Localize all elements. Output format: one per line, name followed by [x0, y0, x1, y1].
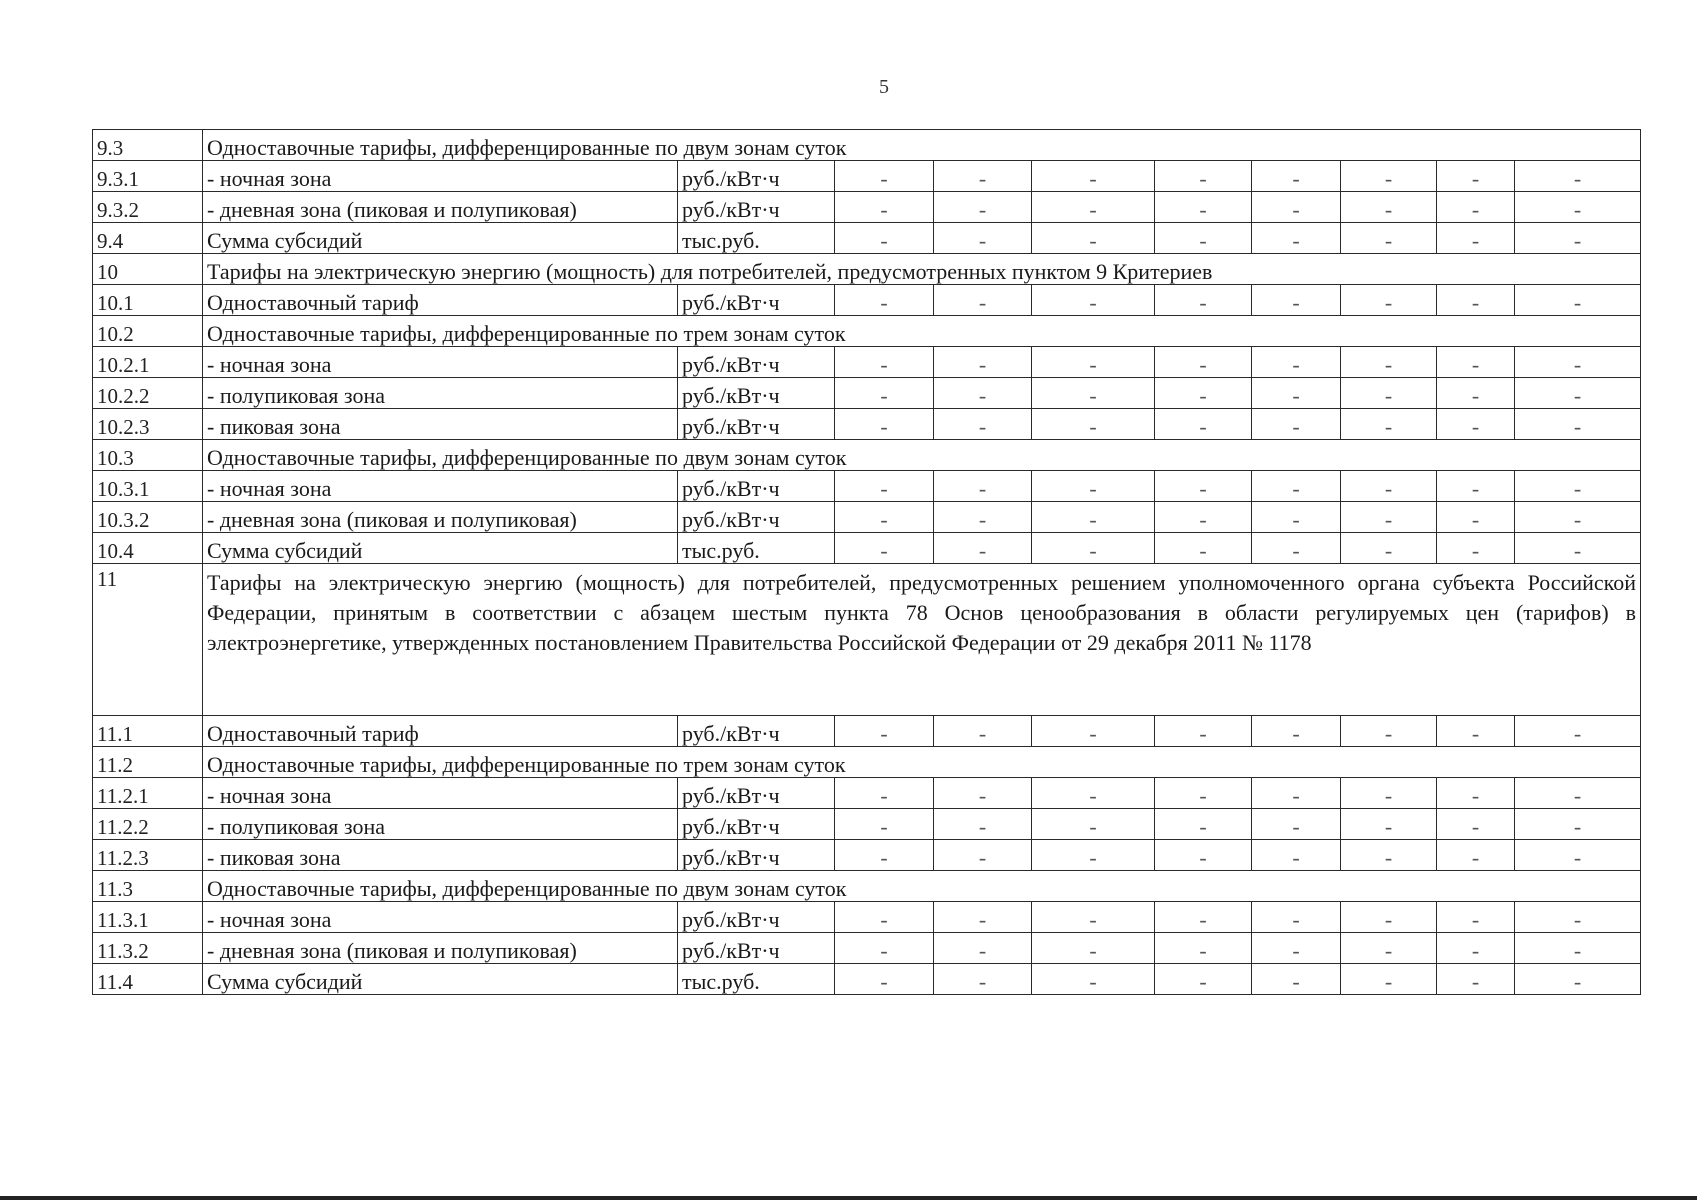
value-cell: -	[835, 933, 934, 964]
value-cell: -	[1155, 409, 1252, 440]
row-number: 11.4	[93, 964, 203, 995]
table-row	[93, 223, 1641, 254]
tariff-table	[92, 129, 1641, 995]
row-description: - ночная зона	[203, 902, 678, 933]
value-cell: -	[1032, 347, 1155, 378]
value-cell: -	[1515, 378, 1641, 409]
value-cell: -	[934, 902, 1032, 933]
value-cell: -	[1032, 161, 1155, 192]
value-cell: -	[1032, 471, 1155, 502]
value-cell: -	[1515, 902, 1641, 933]
value-cell: -	[1252, 778, 1341, 809]
table-row	[93, 378, 1641, 409]
row-description: - пиковая зона	[203, 409, 678, 440]
value-cell: -	[934, 933, 1032, 964]
table-row	[93, 716, 1641, 747]
value-cell: -	[1252, 223, 1341, 254]
value-cell: -	[835, 902, 934, 933]
row-number: 9.4	[93, 223, 203, 254]
value-cell: -	[835, 964, 934, 995]
value-cell: -	[1341, 964, 1437, 995]
row-number: 11.2.3	[93, 840, 203, 871]
value-cell: -	[1437, 471, 1515, 502]
value-cell: -	[934, 502, 1032, 533]
value-cell: -	[1155, 192, 1252, 223]
table-row	[93, 778, 1641, 809]
value-cell: -	[934, 409, 1032, 440]
value-cell: -	[1437, 809, 1515, 840]
value-cell: -	[934, 161, 1032, 192]
value-cell: -	[1252, 533, 1341, 564]
table-row	[93, 902, 1641, 933]
value-cell: -	[1515, 347, 1641, 378]
value-cell: -	[1437, 964, 1515, 995]
row-description: - пиковая зона	[203, 840, 678, 871]
section-title: Одноставочные тарифы, дифференцированные по трем зонам суток	[203, 747, 1641, 778]
row-unit: руб./кВт·ч	[678, 471, 835, 502]
value-cell: -	[1032, 964, 1155, 995]
table-row	[93, 502, 1641, 533]
section-title: Одноставочные тарифы, дифференцированные по двум зонам суток	[203, 130, 1641, 161]
value-cell: -	[1252, 347, 1341, 378]
row-description: - полупиковая зона	[203, 378, 678, 409]
row-number: 11.2	[93, 747, 203, 778]
value-cell: -	[1515, 778, 1641, 809]
value-cell: -	[1437, 840, 1515, 871]
value-cell: -	[1341, 902, 1437, 933]
value-cell: -	[835, 409, 934, 440]
page-number: 5	[879, 76, 889, 98]
value-cell: -	[1341, 502, 1437, 533]
row-number: 10.2.3	[93, 409, 203, 440]
value-cell: -	[1437, 161, 1515, 192]
row-unit: руб./кВт·ч	[678, 809, 835, 840]
value-cell: -	[934, 223, 1032, 254]
value-cell: -	[1515, 223, 1641, 254]
row-unit: руб./кВт·ч	[678, 502, 835, 533]
row-unit: руб./кВт·ч	[678, 161, 835, 192]
table-row	[93, 409, 1641, 440]
value-cell: -	[1437, 347, 1515, 378]
value-cell: -	[1341, 347, 1437, 378]
value-cell: -	[1032, 902, 1155, 933]
value-cell: -	[1155, 378, 1252, 409]
value-cell: -	[1515, 533, 1641, 564]
value-cell: -	[1032, 778, 1155, 809]
value-cell: -	[1515, 471, 1641, 502]
row-description: - дневная зона (пиковая и полупиковая)	[203, 933, 678, 964]
value-cell: -	[1032, 809, 1155, 840]
row-description: Сумма субсидий	[203, 533, 678, 564]
section-row	[93, 871, 1641, 902]
row-unit: руб./кВт·ч	[678, 378, 835, 409]
value-cell: -	[1515, 192, 1641, 223]
value-cell: -	[934, 809, 1032, 840]
value-cell: -	[1515, 809, 1641, 840]
row-number: 9.3.1	[93, 161, 203, 192]
row-unit: руб./кВт·ч	[678, 902, 835, 933]
section-title: Одноставочные тарифы, дифференцированные по двум зонам суток	[203, 440, 1641, 471]
value-cell: -	[934, 347, 1032, 378]
value-cell: -	[1341, 840, 1437, 871]
table-row	[93, 809, 1641, 840]
value-cell: -	[835, 533, 934, 564]
row-unit: тыс.руб.	[678, 223, 835, 254]
value-cell: -	[1252, 902, 1341, 933]
value-cell: -	[835, 716, 934, 747]
value-cell: -	[934, 778, 1032, 809]
row-description: - ночная зона	[203, 471, 678, 502]
value-cell: -	[835, 347, 934, 378]
value-cell: -	[1437, 902, 1515, 933]
value-cell: -	[1155, 716, 1252, 747]
value-cell: -	[1252, 809, 1341, 840]
value-cell: -	[1252, 502, 1341, 533]
value-cell: -	[1437, 716, 1515, 747]
row-description: - дневная зона (пиковая и полупиковая)	[203, 192, 678, 223]
value-cell: -	[835, 502, 934, 533]
value-cell: -	[1515, 409, 1641, 440]
row-number: 11.3.2	[93, 933, 203, 964]
value-cell: -	[1437, 378, 1515, 409]
value-cell: -	[1032, 378, 1155, 409]
value-cell: -	[934, 471, 1032, 502]
row-number: 10.2.1	[93, 347, 203, 378]
value-cell: -	[1252, 409, 1341, 440]
section-title: Тарифы на электрическую энергию (мощность) для потребителей, предусмотренных пунктом 9 Критериев	[203, 254, 1641, 285]
row-description: Одноставочный тариф	[203, 716, 678, 747]
row-unit: руб./кВт·ч	[678, 192, 835, 223]
value-cell: -	[1252, 471, 1341, 502]
value-cell: -	[1437, 778, 1515, 809]
row-number: 10.2.2	[93, 378, 203, 409]
row-number: 11.2.2	[93, 809, 203, 840]
section-row	[93, 130, 1641, 161]
value-cell: -	[1515, 840, 1641, 871]
value-cell: -	[1341, 378, 1437, 409]
value-cell: -	[1155, 502, 1252, 533]
row-unit: руб./кВт·ч	[678, 347, 835, 378]
value-cell: -	[835, 223, 934, 254]
tariff-table-body	[93, 130, 1641, 995]
value-cell: -	[1341, 933, 1437, 964]
table-row	[93, 161, 1641, 192]
scan-edge-line	[0, 1196, 1697, 1200]
table-row	[93, 471, 1641, 502]
value-cell: -	[1155, 809, 1252, 840]
value-cell: -	[1341, 471, 1437, 502]
value-cell: -	[1437, 409, 1515, 440]
value-cell: -	[1155, 285, 1252, 316]
row-unit: руб./кВт·ч	[678, 778, 835, 809]
value-cell: -	[1155, 778, 1252, 809]
row-number: 10.3	[93, 440, 203, 471]
section-title: Одноставочные тарифы, дифференцированные по двум зонам суток	[203, 871, 1641, 902]
value-cell: -	[1515, 716, 1641, 747]
value-cell: -	[1155, 471, 1252, 502]
value-cell: -	[1032, 192, 1155, 223]
row-unit: руб./кВт·ч	[678, 840, 835, 871]
value-cell: -	[1341, 533, 1437, 564]
value-cell: -	[1341, 161, 1437, 192]
row-number: 10.3.1	[93, 471, 203, 502]
row-number: 10.4	[93, 533, 203, 564]
value-cell: -	[1341, 809, 1437, 840]
row-number: 9.3.2	[93, 192, 203, 223]
value-cell: -	[1515, 285, 1641, 316]
value-cell: -	[1032, 933, 1155, 964]
value-cell: -	[1155, 533, 1252, 564]
value-cell: -	[1437, 223, 1515, 254]
value-cell: -	[1032, 716, 1155, 747]
value-cell: -	[1032, 533, 1155, 564]
row-unit: тыс.руб.	[678, 964, 835, 995]
value-cell: -	[1155, 840, 1252, 871]
row-number: 10	[93, 254, 203, 285]
value-cell: -	[1155, 933, 1252, 964]
value-cell: -	[1032, 285, 1155, 316]
value-cell: -	[1437, 533, 1515, 564]
value-cell: -	[1032, 409, 1155, 440]
row-description: Сумма субсидий	[203, 964, 678, 995]
value-cell: -	[835, 378, 934, 409]
value-cell: -	[1341, 223, 1437, 254]
value-cell: -	[1341, 409, 1437, 440]
value-cell: -	[835, 809, 934, 840]
value-cell: -	[1515, 161, 1641, 192]
row-number: 11.3.1	[93, 902, 203, 933]
value-cell: -	[934, 192, 1032, 223]
row-number: 11.1	[93, 716, 203, 747]
value-cell: -	[1032, 840, 1155, 871]
row-number: 10.1	[93, 285, 203, 316]
row-number: 11	[93, 564, 203, 716]
row-description: - ночная зона	[203, 778, 678, 809]
value-cell: -	[1341, 192, 1437, 223]
value-cell: -	[1437, 192, 1515, 223]
value-cell: -	[1252, 161, 1341, 192]
value-cell: -	[1155, 223, 1252, 254]
value-cell: -	[835, 285, 934, 316]
row-number: 10.3.2	[93, 502, 203, 533]
table-row	[93, 933, 1641, 964]
value-cell: -	[1437, 933, 1515, 964]
value-cell: -	[934, 285, 1032, 316]
value-cell: -	[934, 533, 1032, 564]
value-cell: -	[1437, 502, 1515, 533]
table-row	[93, 840, 1641, 871]
row-unit: руб./кВт·ч	[678, 716, 835, 747]
value-cell: -	[835, 840, 934, 871]
value-cell: -	[1155, 902, 1252, 933]
row-unit: руб./кВт·ч	[678, 285, 835, 316]
value-cell: -	[1252, 964, 1341, 995]
row-description: - дневная зона (пиковая и полупиковая)	[203, 502, 678, 533]
value-cell: -	[1155, 347, 1252, 378]
value-cell: -	[1155, 161, 1252, 192]
section-row	[93, 316, 1641, 347]
value-cell: -	[835, 471, 934, 502]
value-cell: -	[1341, 778, 1437, 809]
value-cell: -	[835, 161, 934, 192]
value-cell: -	[1515, 933, 1641, 964]
table-row	[93, 964, 1641, 995]
row-number: 11.2.1	[93, 778, 203, 809]
row-description: - полупиковая зона	[203, 809, 678, 840]
value-cell: -	[1252, 285, 1341, 316]
table-row	[93, 192, 1641, 223]
row-description: Одноставочный тариф	[203, 285, 678, 316]
row-unit: тыс.руб.	[678, 533, 835, 564]
value-cell: -	[835, 192, 934, 223]
row-unit: руб./кВт·ч	[678, 933, 835, 964]
section-row	[93, 747, 1641, 778]
value-cell: -	[1515, 964, 1641, 995]
section-row	[93, 564, 1641, 716]
row-description: - ночная зона	[203, 161, 678, 192]
value-cell: -	[1252, 378, 1341, 409]
value-cell: -	[835, 778, 934, 809]
value-cell: -	[1341, 285, 1437, 316]
value-cell: -	[934, 840, 1032, 871]
row-number: 10.2	[93, 316, 203, 347]
value-cell: -	[1032, 223, 1155, 254]
row-description: Сумма субсидий	[203, 223, 678, 254]
row-number: 9.3	[93, 130, 203, 161]
row-number: 11.3	[93, 871, 203, 902]
value-cell: -	[1155, 964, 1252, 995]
value-cell: -	[934, 964, 1032, 995]
table-row	[93, 533, 1641, 564]
section-title-long: Тарифы на электрическую энергию (мощность) для потребителей, предусмотренных решением уполномоченного органа субъекта Российской Федерации, принятым в соответствии с абзацем шестым пункта 78 Основ ценообразования в области регулируемых цен (тарифов) в электроэнергетике, утвержденных постановлением Правительства Российской Федерации от 29 декабря 2011 № 1178	[203, 564, 1641, 716]
row-description: - ночная зона	[203, 347, 678, 378]
value-cell: -	[934, 378, 1032, 409]
table-row	[93, 285, 1641, 316]
value-cell: -	[1437, 285, 1515, 316]
value-cell: -	[1341, 716, 1437, 747]
value-cell: -	[1252, 840, 1341, 871]
value-cell: -	[1252, 716, 1341, 747]
row-unit: руб./кВт·ч	[678, 409, 835, 440]
section-row	[93, 254, 1641, 285]
value-cell: -	[1032, 502, 1155, 533]
value-cell: -	[1515, 502, 1641, 533]
section-title: Одноставочные тарифы, дифференцированные по трем зонам суток	[203, 316, 1641, 347]
section-row	[93, 440, 1641, 471]
value-cell: -	[1252, 933, 1341, 964]
table-row	[93, 347, 1641, 378]
value-cell: -	[1252, 192, 1341, 223]
value-cell: -	[934, 716, 1032, 747]
